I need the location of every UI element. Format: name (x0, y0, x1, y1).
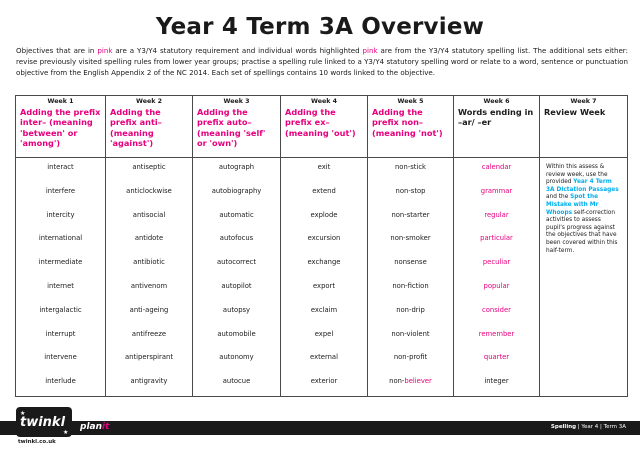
word-text: internet (47, 281, 74, 290)
word-text: intervene (44, 353, 77, 362)
word-list (368, 158, 453, 396)
word-text: integer (484, 377, 509, 386)
word-list-cell (106, 158, 193, 397)
word-text: extend (312, 186, 336, 195)
word-list (106, 158, 192, 396)
spelling-word (106, 206, 192, 230)
planit-brand (80, 422, 109, 432)
word-text: excursion (307, 234, 341, 243)
word-text: non-profit (393, 353, 428, 362)
word-text: antivenom (130, 281, 168, 290)
footer-breadcrumb (551, 424, 626, 430)
spelling-word (193, 206, 280, 230)
spelling-word (281, 301, 367, 325)
spelling-word (106, 253, 192, 277)
word-text: autofocus (219, 234, 254, 243)
word-text: autocue (222, 377, 251, 386)
spelling-word (193, 182, 280, 206)
spelling-word (106, 277, 192, 301)
intro-pink-1: pink (97, 46, 113, 55)
intro-text-2: are a Y3/Y4 statutory requirement and individual words highlighted (112, 46, 363, 55)
week-label: Week 1 (16, 96, 106, 106)
word-text: expel (314, 329, 334, 338)
week-label: Week 4 (281, 96, 368, 106)
word-text: intercity (46, 210, 75, 219)
word-text: automobile (217, 329, 256, 338)
spelling-word (454, 348, 539, 372)
spelling-word (16, 325, 105, 349)
spelling-word (16, 253, 105, 277)
review-text: self-correction activities to assess pupil's progress against the objectives that have been covered within this half-term. (546, 209, 618, 254)
word-text: intergalactic (39, 305, 82, 314)
spelling-word (368, 348, 453, 372)
word-text: export (312, 281, 336, 290)
word-text: autograph (218, 163, 255, 171)
word-text: calendar (481, 163, 512, 171)
planit-a: plan (80, 422, 103, 432)
spelling-word (16, 206, 105, 230)
spelling-word (368, 158, 453, 182)
word-list-cell (16, 158, 106, 397)
spelling-word (281, 158, 367, 182)
week-label: Week 3 (193, 96, 281, 106)
spelling-word (106, 229, 192, 253)
word-text: interlude (45, 377, 76, 386)
word-list (16, 158, 105, 396)
spelling-overview-table (15, 95, 628, 397)
word-text: nonsense (394, 258, 427, 267)
review-resource-link[interactable]: Year 4 Term 3A Dictation Passages (546, 179, 619, 193)
intro-text-3: are from the Y3/Y4 statutory spelling list. The additional sets either: revise previously visited spelling rules from lower year groups; practise a spelling rule linked to a Y3/Y4 statutory spelling word or relate to a word, sentence or punctuation objective from the English Appendix 2 of the NC 2014. Each set of spellings contains 10 words linked to the objective. (16, 46, 628, 77)
word-text: antibiotic (133, 258, 165, 267)
word-pink-part: believer (404, 377, 432, 386)
word-text: automatic (219, 210, 254, 219)
spelling-word (281, 325, 367, 349)
spelling-word (368, 206, 453, 230)
spelling-word (281, 229, 367, 253)
word-text: anti-ageing (129, 305, 169, 314)
word-list-cell (454, 158, 540, 397)
word-list (281, 158, 367, 396)
word-text: consider (482, 305, 511, 314)
spelling-word (193, 325, 280, 349)
spelling-word (193, 158, 280, 182)
word-text: autonomy (219, 353, 254, 362)
spelling-word (106, 158, 192, 182)
word-text: autopilot (221, 281, 252, 290)
word-text: antisocial (132, 210, 166, 219)
word-text: particular (480, 234, 513, 243)
spelling-word (193, 253, 280, 277)
spelling-word (281, 348, 367, 372)
spelling-word (454, 372, 539, 396)
word-text: autocorrect (216, 258, 257, 267)
word-text: non-smoker (390, 234, 431, 243)
spelling-word (16, 277, 105, 301)
week-heading: Adding the prefix ex– (meaning 'out') (281, 106, 368, 158)
week-heading: Words ending in –ar/ –er (454, 106, 540, 158)
word-text: autopsy (222, 305, 251, 314)
spelling-word (16, 301, 105, 325)
spelling-word (454, 301, 539, 325)
word-text: intermediate (38, 258, 83, 267)
spelling-word (454, 277, 539, 301)
spelling-word (281, 206, 367, 230)
word-text: autobiography (211, 186, 262, 195)
word-text: non-violent (391, 329, 430, 338)
spelling-word (193, 372, 280, 396)
word-text: antigravity (130, 377, 168, 386)
word-text: quarter (483, 353, 510, 362)
intro-pink-2: pink (362, 46, 378, 55)
star-icon: ★ (63, 429, 69, 436)
spelling-word (454, 229, 539, 253)
spelling-word (368, 372, 453, 396)
week-heading: Adding the prefix non– (meaning 'not') (368, 106, 454, 158)
planit-b: it (102, 422, 110, 432)
word-text: antidote (134, 234, 164, 243)
spelling-word (106, 301, 192, 325)
crumb-subject: Spelling (550, 424, 577, 430)
spelling-word (454, 206, 539, 230)
spelling-word (106, 372, 192, 396)
word-text: non-fiction (392, 281, 429, 290)
word-text: non-starter (391, 210, 430, 219)
spelling-word (281, 182, 367, 206)
spelling-word (16, 182, 105, 206)
review-text: and the (546, 194, 571, 201)
review-resource-link[interactable]: Spot the Mistake with Mr Whoops (546, 194, 599, 216)
spelling-word (193, 277, 280, 301)
week-label: Week 7 (540, 96, 628, 106)
review-text: Within this assess & review week, use the provided (546, 164, 608, 186)
logo-text: twinkl (20, 415, 66, 430)
spelling-word (106, 348, 192, 372)
spelling-word (16, 348, 105, 372)
word-text: non-drip (396, 305, 425, 314)
week-label: Week 5 (368, 96, 454, 106)
word-text: antifreeze (131, 329, 167, 338)
word-text: popular (483, 281, 510, 290)
word-text: explode (310, 210, 338, 219)
word-list (193, 158, 280, 396)
word-text: non-stop (395, 186, 426, 195)
crumb-rest: | Year 4 | Term 3A (576, 424, 626, 430)
word-list-cell (193, 158, 281, 397)
spelling-word (368, 325, 453, 349)
word-text: exterior (310, 377, 338, 386)
word-text: anticlockwise (126, 186, 172, 195)
week-heading-row (16, 106, 628, 158)
word-text: non- (389, 377, 405, 386)
site-url: twinkl.co.uk (18, 439, 56, 445)
star-icon: ★ (20, 410, 26, 417)
spelling-word (368, 253, 453, 277)
word-text: exit (317, 163, 331, 171)
spelling-word (106, 325, 192, 349)
review-instructions (540, 158, 628, 397)
word-text: exchange (307, 258, 341, 267)
spelling-word (16, 158, 105, 182)
spelling-word (16, 229, 105, 253)
page-title: Year 4 Term 3A Overview (155, 14, 485, 40)
week-heading: Adding the prefix anti– (meaning 'against') (106, 106, 193, 158)
word-text: exclaim (310, 305, 338, 314)
spelling-word (193, 301, 280, 325)
week-label-row (16, 96, 628, 106)
word-text: interfere (45, 186, 76, 195)
spelling-word (368, 277, 453, 301)
spelling-word (368, 301, 453, 325)
spelling-word (368, 229, 453, 253)
word-text: peculiar (482, 258, 511, 267)
spelling-word (281, 253, 367, 277)
word-text: external (310, 353, 338, 362)
intro-text-1: Objectives that are in (16, 46, 98, 55)
word-text: antiperspirant (125, 353, 173, 362)
spelling-word (454, 325, 539, 349)
word-list (454, 158, 539, 396)
spelling-word (193, 348, 280, 372)
spelling-word (368, 182, 453, 206)
word-text: international (38, 234, 83, 243)
spelling-word (281, 277, 367, 301)
week-heading: Review Week (540, 106, 628, 158)
spelling-word (193, 229, 280, 253)
spelling-word (281, 372, 367, 396)
week-heading: Adding the prefix inter– (meaning 'between' or 'among') (16, 106, 106, 158)
word-text: non-stick (395, 163, 426, 171)
week-label: Week 2 (106, 96, 193, 106)
spelling-word (454, 158, 539, 182)
week-label: Week 6 (454, 96, 540, 106)
spelling-word (454, 253, 539, 277)
word-list-cell (368, 158, 454, 397)
word-text: regular (484, 210, 509, 219)
footer (0, 405, 640, 452)
word-text: grammar (480, 186, 513, 195)
word-list-cell (281, 158, 368, 397)
spelling-word (16, 372, 105, 396)
word-text: antiseptic (132, 163, 166, 171)
word-text: remember (478, 329, 515, 338)
week-heading: Adding the prefix auto– (meaning 'self' or 'own') (193, 106, 281, 158)
intro-paragraph (16, 45, 628, 78)
word-text: interrupt (45, 329, 76, 338)
word-list-row (16, 158, 628, 397)
spelling-word (454, 182, 539, 206)
word-text: interact (47, 163, 74, 171)
spelling-word (106, 182, 192, 206)
